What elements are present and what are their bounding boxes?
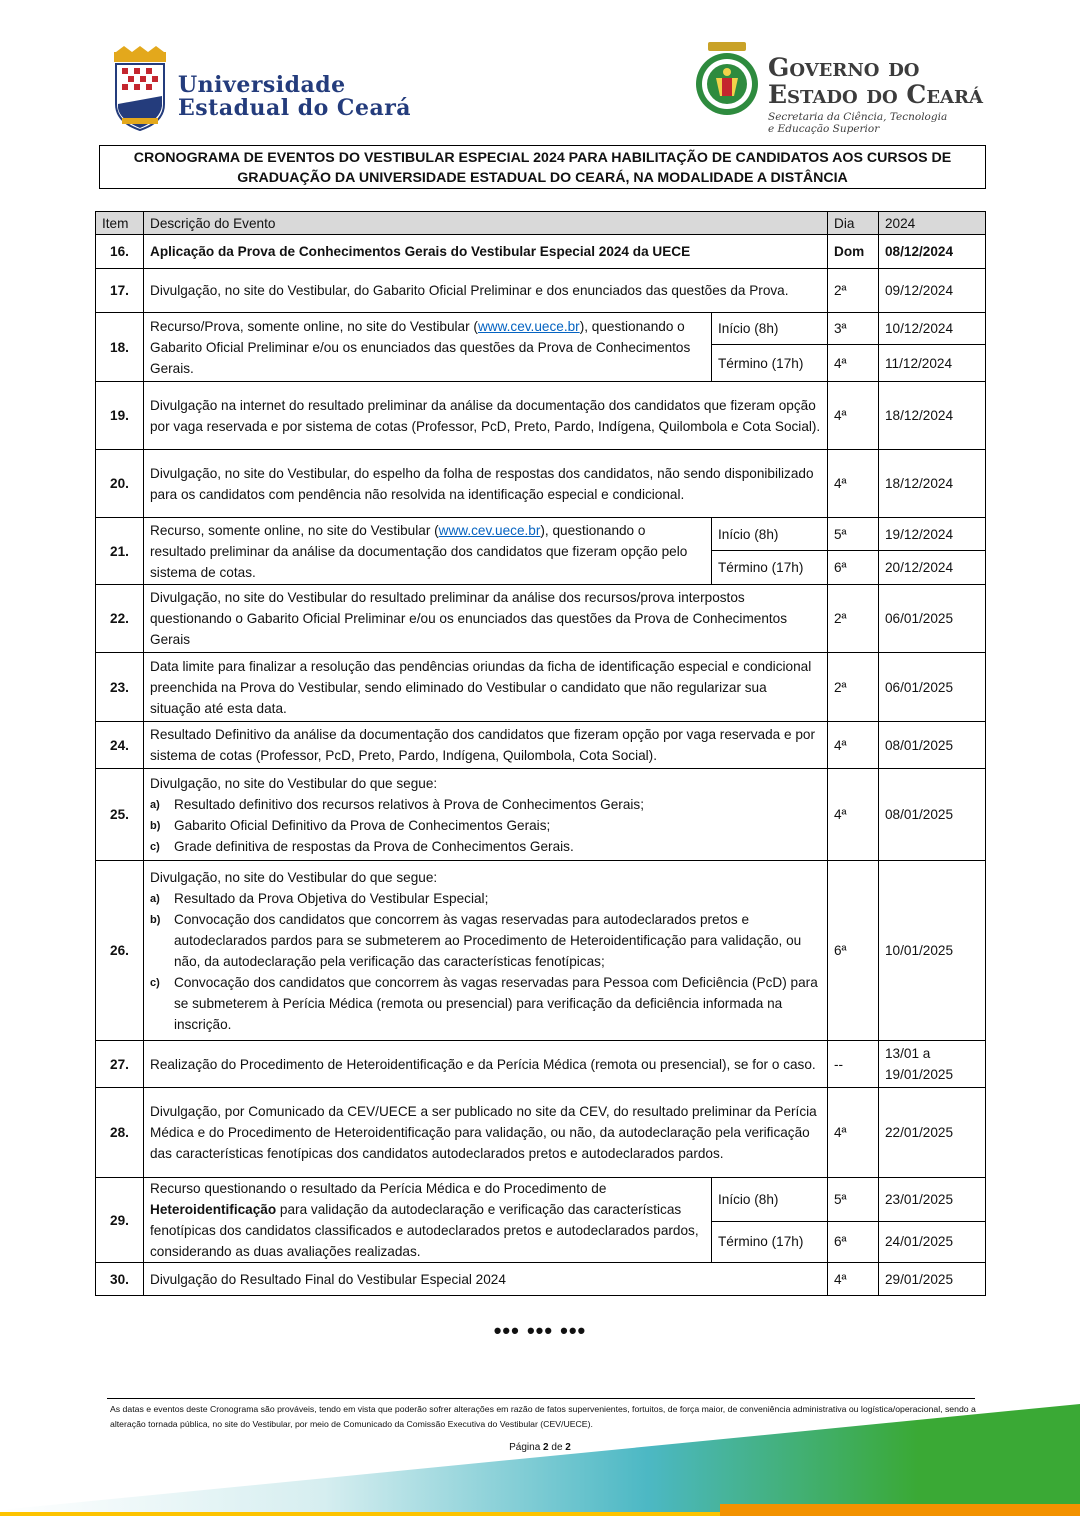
row-dia: 4ª: [828, 450, 879, 518]
row-date: 23/01/2025: [879, 1178, 986, 1222]
row-dia: 6ª: [828, 861, 879, 1041]
event-list: [150, 888, 821, 1035]
row-item: 24.: [96, 722, 144, 769]
table-row: [96, 653, 986, 722]
row-date: 08/12/2024: [879, 235, 986, 269]
list-marker: a): [150, 892, 160, 905]
page-total: 2: [565, 1442, 571, 1453]
row-dia: 6ª: [828, 1221, 879, 1262]
header-item: Item: [96, 212, 144, 235]
row-date: 10/12/2024: [879, 313, 986, 345]
row-description: Divulgação, no site do Vestibular do resultado preliminar da análise dos recursos/prova interpostos questionando o Gabarito Oficial Preliminar e/ou os enunciados das questões da Prova de Conhecimentos Gerais: [144, 585, 828, 653]
page-current: 2: [543, 1442, 549, 1453]
row-item: 16.: [96, 235, 144, 269]
desc-text: ), questionando o resultado preliminar da análise da documentação dos candidatos que fizeram opção pelo sistema de cotas.: [150, 522, 688, 580]
gov-logo-text: [768, 54, 983, 108]
footnote-divider: [107, 1398, 975, 1399]
table-row: [96, 269, 986, 313]
uece-crest-icon: [110, 46, 170, 134]
title-line2: GRADUAÇÃO DA UNIVERSIDADE ESTADUAL DO CEARÁ, NA MODALIDADE A DISTÂNCIA: [237, 170, 848, 186]
row-dia: 2ª: [828, 653, 879, 722]
row-dia: 4ª: [828, 382, 879, 450]
row-item: 22.: [96, 585, 144, 653]
row-dia: 4ª: [828, 722, 879, 769]
footnote: As datas e eventos deste Cronograma são prováveis, tendo em vista que poderão sofrer alterações em razão de fatos supervenientes, fortuitos, de força maior, de conveniência administrativa ou logística/operacional, sendo a alteração tornada pública, no site do Vestibular, por meio de Comunicado da Comissão Executiva do Vestibular (CEV/UECE).: [110, 1404, 976, 1429]
uece-line1: Universidade: [178, 72, 346, 98]
row-description: Aplicação da Prova de Conhecimentos Gerais do Vestibular Especial 2024 da UECE: [144, 235, 828, 269]
list-intro: Divulgação, no site do Vestibular do que segue:: [150, 775, 438, 791]
row-date: 08/01/2025: [879, 722, 986, 769]
row-item: 28.: [96, 1088, 144, 1178]
list-marker: b): [150, 819, 161, 832]
table-row: [96, 1041, 986, 1088]
row-description: Divulgação na internet do resultado preliminar da análise da documentação dos candidatos que fizeram opção por vaga reservada e por sistema de cotas (Professor, PcD, Preto, Pardo, Indígena, Quilombola e Cota Social).: [144, 382, 828, 450]
row-sub-start: Início (8h): [712, 1178, 828, 1222]
row-item: 20.: [96, 450, 144, 518]
row-date: 24/01/2025: [879, 1221, 986, 1262]
list-marker: c): [150, 840, 160, 853]
row-description: Divulgação, por Comunicado da CEV/UECE a ser publicado no site da CEV, do resultado preliminar da Perícia Médica e do Procedimento de Heteroidentificação para validação, ou não, da autodeclaração pela verificação das características fenotípicas dos candidatos autodeclarados pretos e autodeclarados pardos.: [144, 1088, 828, 1178]
row-dia: 2ª: [828, 585, 879, 653]
row-dia: Dom: [828, 235, 879, 269]
row-date: 19/12/2024: [879, 518, 986, 551]
list-text: Grade definitiva de respostas da Prova de Conhecimentos Gerais.: [174, 838, 574, 854]
desc-text: ), questionando o Gabarito Oficial Preliminar e/ou os enunciados das questões da Prova de Conhecimentos Gerais.: [150, 318, 691, 376]
list-item: [150, 794, 821, 815]
row-description: [144, 313, 712, 382]
table-row: [96, 235, 986, 269]
row-dia: 5ª: [828, 518, 879, 551]
row-item: 17.: [96, 269, 144, 313]
row-sub-start: Início (8h): [712, 313, 828, 345]
uece-line2: Estadual do Ceará: [178, 95, 412, 121]
row-dia: --: [828, 1041, 879, 1088]
cev-site-link[interactable]: www.cev.uece.br: [438, 522, 541, 538]
header-ano: 2024: [879, 212, 986, 235]
cev-site-link[interactable]: www.cev.uece.br: [477, 318, 580, 334]
header-dia: Dia: [828, 212, 879, 235]
desc-text: para validação da autodeclaração e verificação das características fenotípicas dos candidatos classificados e autodeclarados pretos e autodeclarados pardos, considerando as duas avaliações realizadas.: [150, 1202, 699, 1259]
row-date: 08/01/2025: [879, 769, 986, 861]
row-description: Realização do Procedimento de Heteroidentificação e da Perícia Médica (remota ou presencial), se for o caso.: [144, 1041, 828, 1088]
desc-text: Recurso/Prova, somente online, no site do Vestibular (: [150, 318, 478, 334]
title-line1: CRONOGRAMA DE EVENTOS DO VESTIBULAR ESPECIAL 2024 PARA HABILITAÇÃO DE CANDIDATOS AOS CURSOS DE: [133, 150, 952, 166]
governo-ceara-seal-icon: [694, 42, 760, 120]
row-sub-end: Término (17h): [712, 1221, 828, 1262]
row-description: Resultado Definitivo da análise da documentação dos candidatos que fizeram opção por vaga reservada e por sistema de cotas (Professor, PcD, Preto, Pardo, Indígena, Quilombola, Cota Social).: [144, 722, 828, 769]
page-header: [0, 0, 1080, 140]
row-description: [144, 518, 712, 585]
row-item: 23.: [96, 653, 144, 722]
row-description: Data limite para finalizar a resolução das pendências oriundas da ficha de identificação especial e condicional preenchida na Prova do Vestibular, sendo eliminado do Vestibular o candidato que não regularizar sua situação até esta data.: [144, 653, 828, 722]
gov-sub2: e Educação Superior: [768, 123, 880, 135]
table-row: [96, 382, 986, 450]
row-date: 09/12/2024: [879, 269, 986, 313]
row-item: 19.: [96, 382, 144, 450]
schedule-table: [95, 211, 986, 1296]
row-description: Divulgação, no site do Vestibular, do espelho da folha de respostas dos candidatos, não sendo disponibilizado para os candidatos com pendência não resolvida na identificação especial e condicional.: [144, 450, 828, 518]
row-date: 20/12/2024: [879, 551, 986, 585]
event-list: [150, 794, 821, 857]
row-date: 13/01 a 19/01/2025: [879, 1041, 986, 1088]
desc-text: Recurso questionando o resultado da Perícia Médica e do Procedimento de: [150, 1181, 607, 1196]
row-dia: 2ª: [828, 269, 879, 313]
row-dia: 5ª: [828, 1178, 879, 1222]
row-item: 21.: [96, 518, 144, 585]
row-item: 18.: [96, 313, 144, 382]
page-label: Página: [509, 1442, 541, 1453]
list-item: [150, 836, 821, 857]
desc-text: Recurso, somente online, no site do Vestibular (: [150, 522, 439, 538]
row-date: 06/01/2025: [879, 653, 986, 722]
row-dia: 4ª: [828, 1263, 879, 1296]
table-row: [96, 313, 986, 345]
row-dia: 6ª: [828, 551, 879, 585]
table-row: [96, 1263, 986, 1296]
list-marker: a): [150, 798, 160, 811]
row-date: 22/01/2025: [879, 1088, 986, 1178]
row-sub-end: Término (17h): [712, 551, 828, 585]
header-descricao: Descrição do Evento: [144, 212, 828, 235]
row-date: 06/01/2025: [879, 585, 986, 653]
page-of: de: [551, 1442, 563, 1453]
table-row: [96, 450, 986, 518]
row-dia: 3ª: [828, 313, 879, 345]
row-date: 18/12/2024: [879, 450, 986, 518]
row-dia: 4ª: [828, 769, 879, 861]
list-item: [150, 815, 821, 836]
list-marker: c): [150, 976, 160, 989]
list-text: Resultado da Prova Objetiva do Vestibular Especial;: [174, 890, 489, 906]
row-item: 30.: [96, 1263, 144, 1296]
row-item: 26.: [96, 861, 144, 1041]
list-text: Convocação dos candidatos que concorrem às vagas reservadas para Pessoa com Deficiência (PcD) para se submeterem à Perícia Médica (remota ou presencial) para verificação da deficiência informada na inscrição.: [174, 974, 818, 1032]
uece-logo-text: [178, 74, 411, 120]
table-row: [96, 861, 986, 1041]
gov-secretaria-text: [768, 111, 947, 135]
row-date: 10/01/2025: [879, 861, 986, 1041]
row-item: 25.: [96, 769, 144, 861]
row-item: 27.: [96, 1041, 144, 1088]
gov-line1: Governo do: [768, 53, 920, 82]
table-row: [96, 518, 986, 551]
row-item: 29.: [96, 1178, 144, 1263]
decorative-color-band: [0, 1400, 1080, 1516]
document-title: [99, 145, 986, 189]
row-description: [144, 1178, 712, 1263]
gov-sub1: Secretaria da Ciência, Tecnologia: [768, 111, 948, 123]
end-marker: ••• ••• •••: [493, 1318, 587, 1343]
row-sub-end: Término (17h): [712, 345, 828, 382]
table-row: [96, 1178, 986, 1222]
row-description: [144, 861, 828, 1041]
row-description: Divulgação, no site do Vestibular, do Gabarito Oficial Preliminar e dos enunciados das questões da Prova.: [144, 269, 828, 313]
list-marker: b): [150, 913, 161, 926]
row-dia: 4ª: [828, 345, 879, 382]
row-description: Divulgação do Resultado Final do Vestibular Especial 2024: [144, 1263, 828, 1296]
list-item: [150, 888, 821, 909]
table-header-row: [96, 212, 986, 235]
list-text: Resultado definitivo dos recursos relativos à Prova de Conhecimentos Gerais;: [174, 796, 644, 812]
table-row: [96, 585, 986, 653]
row-date: 11/12/2024: [879, 345, 986, 382]
row-sub-start: Início (8h): [712, 518, 828, 551]
row-date: 29/01/2025: [879, 1263, 986, 1296]
row-dia: 4ª: [828, 1088, 879, 1178]
table-row: [96, 1088, 986, 1178]
row-description: [144, 769, 828, 861]
list-text: Gabarito Oficial Definitivo da Prova de Conhecimentos Gerais;: [174, 817, 551, 833]
gov-line2: Estado do Ceará: [768, 80, 983, 109]
row-date: 18/12/2024: [879, 382, 986, 450]
list-text: Convocação dos candidatos que concorrem às vagas reservadas para autodeclarados pretos e autodeclarados pardos para se submeterem ao Procedimento de Heteroidentificação para validação, ou não, da autodeclaração pela verificação das características fenotípicas;: [174, 911, 802, 969]
list-intro: Divulgação, no site do Vestibular do que segue:: [150, 869, 438, 885]
table-row: [96, 722, 986, 769]
table-row: [96, 769, 986, 861]
list-item: [150, 909, 821, 972]
desc-bold-text: Heteroidentificação: [150, 1202, 277, 1217]
list-item: [150, 972, 821, 1035]
